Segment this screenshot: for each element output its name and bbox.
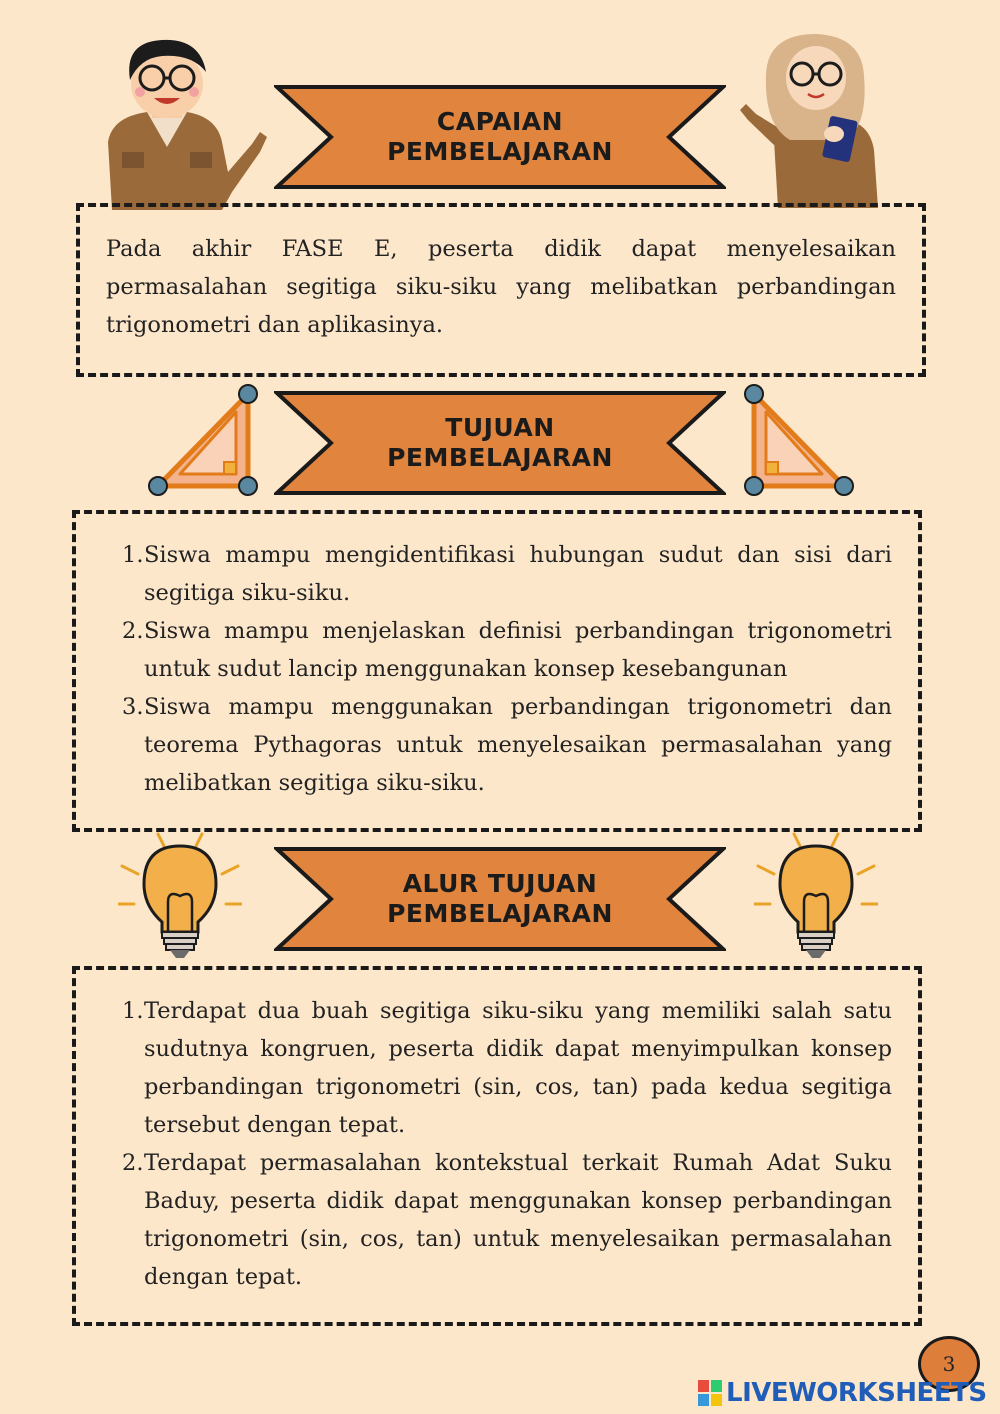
alur-banner (274, 846, 726, 952)
alur-title-line2: PEMBELAJARAN (387, 899, 613, 928)
item-text: Siswa mampu menggunakan perbandingan trigonometri dan teorema Pythagoras untuk menyelesaikan permasalahan yang melibatkan segitiga siku-siku. (144, 694, 892, 796)
item-number: 2. (122, 1150, 144, 1176)
tujuan-list (74, 536, 892, 802)
capaian-text: Pada akhir FASE E, peserta didik dapat menyelesaikan permasalahan segitiga siku-siku yang melibatkan perbandingan trigonometri dan aplikasinya. (106, 236, 896, 338)
item-number: 1. (122, 998, 144, 1024)
capaian-title-line1: CAPAIAN (436, 107, 564, 136)
teacher-male-icon (92, 32, 267, 210)
page-number: 3 (918, 1336, 980, 1392)
lightbulb-icon (754, 832, 878, 962)
tujuan-banner (274, 390, 726, 496)
capaian-banner (274, 84, 726, 190)
tujuan-title-line1: TUJUAN (445, 413, 555, 442)
item-number: 1. (122, 542, 144, 568)
capaian-title-line2: PEMBELAJARAN (387, 137, 613, 166)
list-item (74, 612, 892, 688)
item-text: Terdapat permasalahan kontekstual terkait Rumah Adat Suku Baduy, peserta didik dapat menggunakan konsep perbandingan trigonometri (sin, cos, tan) untuk menyelesaikan permasalahan dengan tepat. (144, 1150, 892, 1290)
triangle-icon (736, 382, 862, 502)
liveworksheets-logo-icon (698, 1380, 722, 1406)
triangle-icon (140, 382, 266, 502)
lightbulb-icon (118, 832, 242, 962)
alur-list (74, 992, 892, 1296)
list-item (74, 1144, 892, 1296)
list-item (74, 536, 892, 612)
item-number: 3. (122, 694, 144, 720)
alur-title-line1: ALUR TUJUAN (402, 869, 598, 898)
teacher-female-icon (738, 30, 888, 208)
liveworksheets-brand[interactable] (698, 1378, 987, 1408)
tujuan-title-line2: PEMBELAJARAN (387, 443, 613, 472)
item-text: Siswa mampu menjelaskan definisi perbandingan trigonometri untuk sudut lancip menggunakan konsep kesebangunan (144, 618, 892, 682)
item-text: Terdapat dua buah segitiga siku-siku yang memiliki salah satu sudutnya kongruen, peserta didik dapat menyimpulkan konsep perbandingan trigonometri (sin, cos, tan) pada kedua segitiga tersebut dengan tepat. (144, 998, 892, 1138)
item-number: 2. (122, 618, 144, 644)
liveworksheets-name: LIVEWORKSHEETS (726, 1378, 987, 1408)
item-text: Siswa mampu mengidentifikasi hubungan sudut dan sisi dari segitiga siku-siku. (144, 542, 892, 606)
list-item (74, 688, 892, 802)
list-item (74, 992, 892, 1144)
